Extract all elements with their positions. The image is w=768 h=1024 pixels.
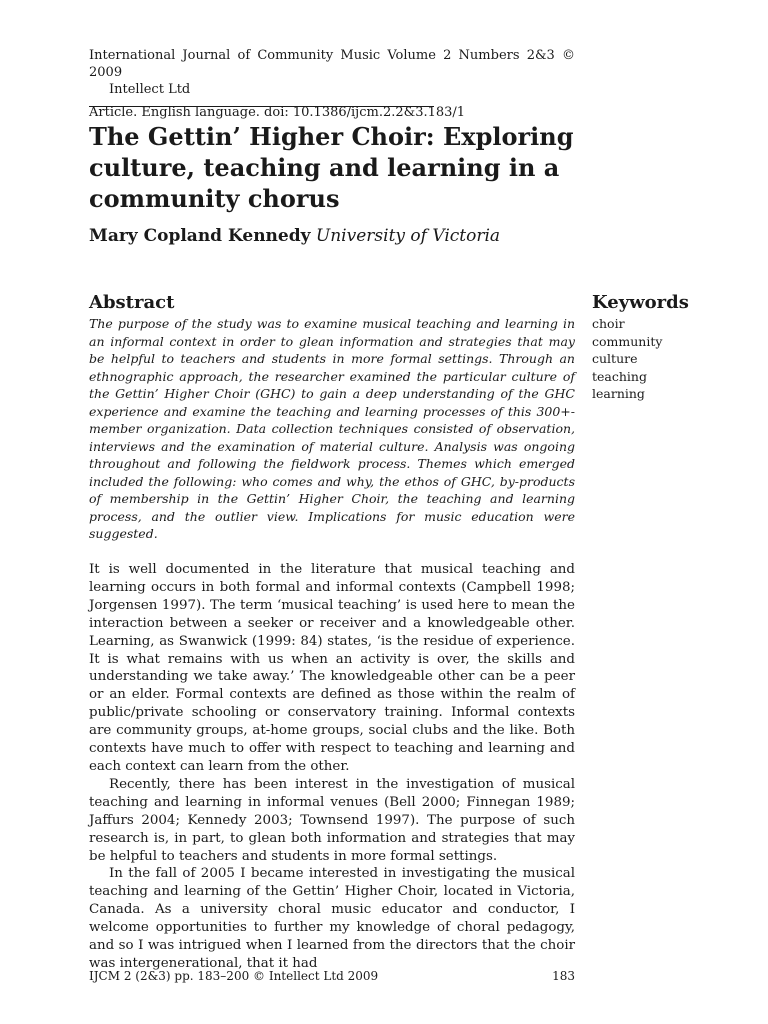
page-number: 183	[552, 969, 575, 983]
author-name: Mary Copland Kennedy	[89, 226, 311, 246]
abstract-heading: Abstract	[89, 292, 175, 313]
keywords-heading: Keywords	[592, 292, 689, 313]
journal-citation-line: International Journal of Community Music Volume 2 Numbers 2&3 © 2009	[89, 48, 575, 80]
abstract-text: The purpose of the study was to examine musical teaching and learning in an informal context in order to glean information and strategies that may be helpful to teachers and students in more formal settings. Through an ethnographic approach, the researcher examined the particular culture of the Gettin’ Higher Choir (GHC) to gain a deep understanding of the GHC experience and examine the teaching and learning processes of this 300+-member organization. Data collection techniques consisted of observation, interviews and the examination of material culture. Analysis was ongoing throughout and following the fieldwork process. Themes which emerged included the following: who comes and why, the ethos of GHC, by-products of membership in the Gettin’ Higher Choir, the teaching and learning process, and the outlier view. Implications for music education were suggested.	[89, 316, 575, 541]
publisher-line: Intellect Ltd	[109, 82, 191, 97]
body-paragraph: In the fall of 2005 I became interested in investigating the musical teaching and learning of the Gettin’ Higher Choir, located in Victoria, Canada. As a university choral music educator and conductor, I welcome opportunities to further my knowledge of choral pedagogy, and so I was intrigued when I learned from the directors that the choir was intergenerational, that it had	[89, 866, 575, 971]
article-title: The Gettin’ Higher Choir: Exploring culture, teaching and learning in a community chorus	[89, 122, 574, 213]
header-divider	[89, 106, 434, 107]
journal-header	[89, 47, 575, 121]
author-line	[89, 225, 500, 247]
keyword-item: culture	[592, 351, 638, 366]
keyword-item: community	[592, 333, 663, 349]
body-paragraph: It is well documented in the literature that musical teaching and learning occurs in both formal and informal contexts (Campbell 1998; Jorgensen 1997). The term ‘musical teaching’ is used here to mean the interaction between a seeker or receiver and a knowledgeable other. Learning, as Swanwick (1999: 84) states, ‘is the residue of experience. It is what remains with us when an activity is over, the skills and understanding we take away.’ The knowledgeable other can be a peer or an elder. Formal contexts are defined as those within the realm of public/private schooling or conservatory training. Informal contexts are community groups, at-home groups, social clubs and the like. Both contexts have much to offer with respect to teaching and learning and each context can learn from the other.	[89, 562, 575, 774]
body-paragraph: Recently, there has been interest in the investigation of musical teaching and learning in informal venues (Bell 2000; Finnegan 1989; Jaffurs 2004; Kennedy 2003; Townsend 1997). The purpose of such research is, in part, to glean both information and strategies that may be helpful to teachers and students in more formal settings.	[89, 776, 575, 864]
body-text	[89, 561, 575, 973]
keyword-item: learning	[592, 386, 645, 401]
keywords-section	[592, 292, 732, 403]
keywords-list	[592, 315, 732, 403]
author-affiliation: University of Victoria	[315, 226, 501, 246]
footer-citation: IJCM 2 (2&3) pp. 183–200 © Intellect Ltd 2009	[89, 969, 379, 983]
keyword-item: teaching	[592, 368, 647, 384]
doi-line: Article. English language. doi: 10.1386/ijcm.2.2&3.183/1	[89, 105, 466, 120]
abstract-section	[89, 292, 575, 543]
keyword-item: choir	[592, 316, 625, 331]
